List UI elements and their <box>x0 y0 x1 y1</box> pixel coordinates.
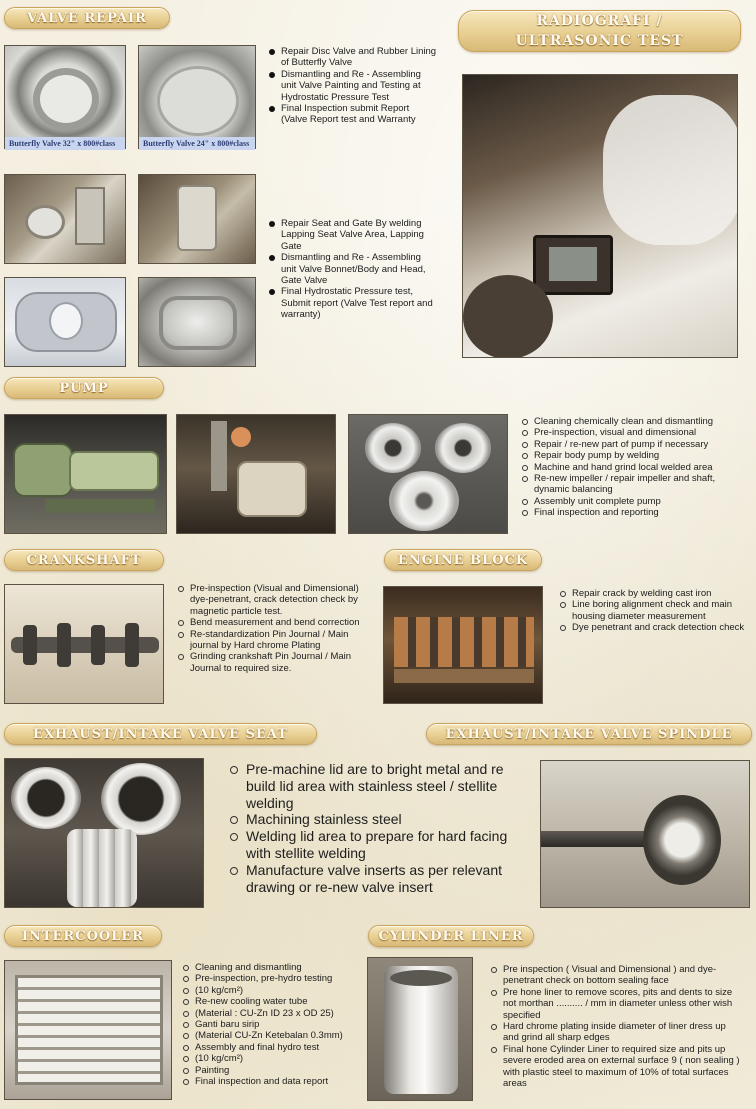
pump-photo-1 <box>4 414 167 534</box>
list-item: Dismantling and Re - Assembling unit Valve Bonnet/Body and Head, Gate Valve <box>268 252 438 286</box>
list-item: Pre-inspection, pre-hydro testing <box>182 973 362 984</box>
list-item: Pre hone liner to remove scores, pits and dents to size not morthan .......... / mm in diameter unless other wish specified <box>490 987 742 1021</box>
gate-valve-photo-4 <box>138 277 256 367</box>
gate-valve-repair-list <box>268 218 438 321</box>
section-title-text: RADIOGRAFI / <box>536 13 663 29</box>
list-item: Machining stainless steel <box>228 811 518 828</box>
section-title-text: CRANKSHAFT <box>26 552 142 568</box>
list-item: Final hone Cylinder Liner to required size and pits up severe eroded area on external surface 9 ( non sealing ) with plastic steel to maximum of 10% of total surfaces areas <box>490 1044 742 1090</box>
section-title-engine-block <box>384 549 542 571</box>
list-item: (Material CU-Zn Ketebalan 0.3mm) <box>182 1030 362 1041</box>
gate-valve-photo-1 <box>4 174 126 264</box>
pump-impeller-photo <box>348 414 508 534</box>
photo-caption: Butterfly Valve 32" x 800#class <box>5 137 125 150</box>
butterfly-valve-32-photo <box>4 45 126 149</box>
list-item: Manufacture valve inserts as per relevant drawing or re-new valve insert <box>228 862 518 896</box>
list-item: Repair / re-new part of pump if necessary <box>521 439 751 450</box>
list-item: Re-new impeller / repair impeller and shaft, dynamic balancing <box>521 473 751 496</box>
section-title-text: PUMP <box>59 380 109 396</box>
list-item: (Material : CU-Zn ID 23 x OD 25) <box>182 1008 362 1019</box>
list-item: Machine and hand grind local welded area <box>521 462 751 473</box>
list-item: Painting <box>182 1065 362 1076</box>
section-title-text: EXHAUST/INTAKE VALVE SEAT <box>33 726 288 742</box>
section-title-valve-seat <box>4 723 317 745</box>
list-item: Repair body pump by welding <box>521 450 751 461</box>
list-item: Grinding crankshaft Pin Journal / Main Journal to required size. <box>177 651 367 674</box>
list-item: Pre-machine lid are to bright metal and re build lid area with stainless steel / stellite welding <box>228 761 518 811</box>
list-item: Pre inspection ( Visual and Dimensional ) and dye-penetrant check on bottom sealing face <box>490 964 742 987</box>
list-item: Assembly and final hydro test <box>182 1042 362 1053</box>
list-item: (10 kg/cm²) <box>182 1053 362 1064</box>
list-item: Final inspection and data report <box>182 1076 362 1087</box>
list-item: Repair Seat and Gate By welding Lapping Seat Valve Area, Lapping Gate <box>268 218 438 252</box>
intercooler-service-list <box>182 962 362 1087</box>
list-item: Dismantling and Re - Assembling unit Valve Painting and Testing at Hydrostatic Pressure Test <box>268 69 438 103</box>
cylinder-liner-service-list <box>490 964 742 1089</box>
ultrasonic-test-photo <box>462 74 738 358</box>
list-item: Re-new cooling water tube <box>182 996 362 1007</box>
section-title-valve-repair <box>4 7 170 29</box>
list-item: Final Inspection submit Report (Valve Report test and Warranty <box>268 103 438 126</box>
engine-block-photo <box>383 586 543 704</box>
pump-service-list <box>521 416 751 519</box>
butterfly-valve-24-photo <box>138 45 256 149</box>
section-title-intercooler <box>4 925 162 947</box>
engine-block-service-list <box>559 588 749 634</box>
list-item: Repair Disc Valve and Rubber Lining of Butterfly Valve <box>268 46 438 69</box>
section-title-pump <box>4 377 164 399</box>
valve-seat-service-list <box>228 761 518 895</box>
valve-spindle-photo <box>540 760 750 908</box>
list-item: Hard chrome plating inside diameter of liner dress up and grind all sharp edges <box>490 1021 742 1044</box>
list-item: Repair crack by welding cast iron <box>559 588 749 599</box>
butterfly-valve-repair-list <box>268 46 438 126</box>
section-title-text: VALVE REPAIR <box>27 10 147 26</box>
list-item: Bend measurement and bend correction <box>177 617 367 628</box>
section-title-text: EXHAUST/INTAKE VALVE SPINDLE <box>445 726 733 742</box>
section-title-crankshaft <box>4 549 164 571</box>
list-item: Final Hydrostatic Pressure test, Submit report (Valve Test report and warranty) <box>268 286 438 320</box>
section-title-cylinder-liner <box>368 925 534 947</box>
list-item: Pre-inspection, visual and dimensional <box>521 427 751 438</box>
list-item: Cleaning and dismantling <box>182 962 362 973</box>
crankshaft-service-list <box>177 583 367 674</box>
section-title-text: ENGINE BLOCK <box>397 552 529 568</box>
section-title-text: INTERCOOLER <box>21 928 145 944</box>
list-item: Final inspection and reporting <box>521 507 751 518</box>
list-item: Pre-inspection (Visual and Dimensional) dye-penetrant, crack detection check by magnetic particle test. <box>177 583 367 617</box>
section-title-radiography <box>458 10 741 52</box>
crankshaft-photo <box>4 584 164 704</box>
list-item: Assembly unit complete pump <box>521 496 751 507</box>
section-title-text: ULTRASONIC TEST <box>515 33 684 49</box>
cylinder-liner-photo <box>367 957 473 1101</box>
gate-valve-photo-2 <box>138 174 256 264</box>
gate-valve-photo-3 <box>4 277 126 367</box>
section-title-valve-spindle <box>426 723 752 745</box>
list-item: Re-standardization Pin Journal / Main journal by Hard chrome Plating <box>177 629 367 652</box>
photo-caption: Butterfly Valve 24" x 800#class <box>139 137 255 150</box>
list-item: Dye penetrant and crack detection check <box>559 622 749 633</box>
section-title-text: CYLINDER LINER <box>378 928 524 944</box>
list-item: Cleaning chemically clean and dismantling <box>521 416 751 427</box>
valve-seat-photo <box>4 758 204 908</box>
intercooler-photo <box>4 960 172 1100</box>
pump-photo-2 <box>176 414 336 534</box>
list-item: Welding lid area to prepare for hard facing with stellite welding <box>228 828 518 862</box>
list-item: Line boring alignment check and main housing diameter measurement <box>559 599 749 622</box>
list-item: (10 kg/cm²) <box>182 985 362 996</box>
list-item: Ganti baru sirip <box>182 1019 362 1030</box>
